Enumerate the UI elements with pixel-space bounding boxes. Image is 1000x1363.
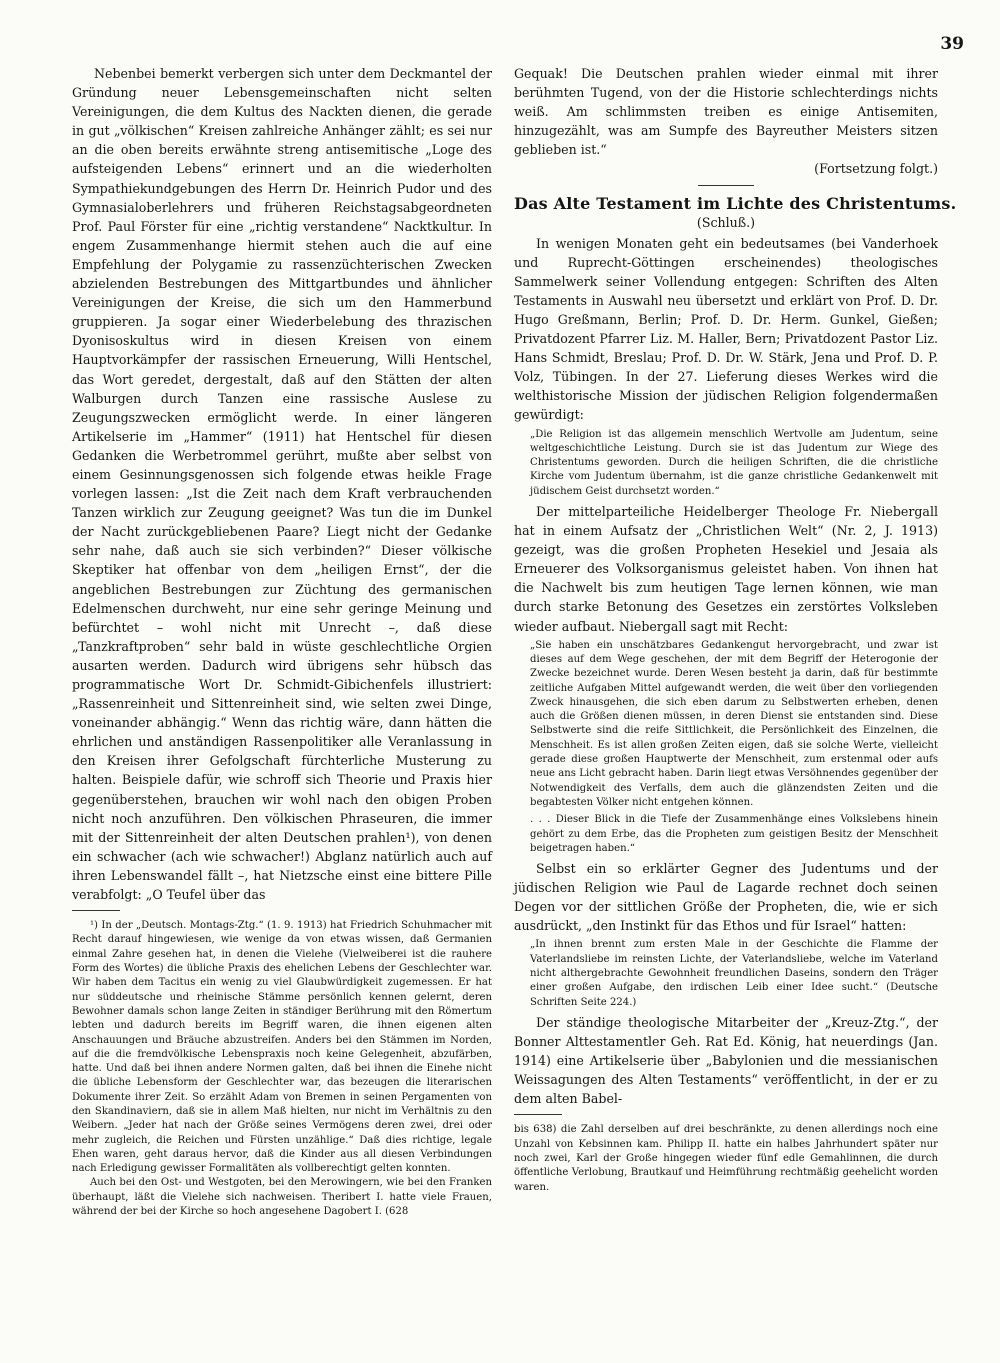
body-paragraph: Nebenbei bemerkt verbergen sich unter dem Deckmantel der Gründung neuer Lebensgemeinschaften nicht selten Vereinigungen, die dem Kultus des Nackten dienen, die gerade in gut „völkischen“ Kreisen zahlreiche Anhänger zählt; es sei nur an die oben bereits erwähnte streng antisemitische „Loge des aufsteigenden Lebens“ erinnert und an die wiederholten Sympathiekundgebungen des Herrn Dr. Heinrich Pudor und des Gymnasialoberlehrers und früheren Reichstagsabgeordneten Prof. Paul Förster für eine „richtig verstandene“ Nacktkultur. In engem Zusammenhange hiermit stehen auch die auf eine Empfehlung der Polygamie zu rassenzüchterischen Zwecken abzielenden Bestrebungen des Mittgartbundes und ähnlicher Vereinigungen der Kreise, die sich um den Hammerbund gruppieren. Ja sogar einer Wiederbelebung des thrazischen Dyonisoskultus wird in diesen Kreisen von einem Hauptvorkämpfer der rassischen Erneuerung, Willi Hentschel, das Wort geredet, dergestalt, daß auf den Stätten der alten Walburgen durch Tanzen eine rassische Auslese zu Zeugungszwecken ermöglicht werde. In einer längeren Artikelserie im „Hammer“ (1911) hat Hentschel für diesen Gedanken die Werbetrommel gerührt, mußte aber selbst von einem Gesinnungsgenossen sich folgende etwas heikle Frage vorlegen lassen: „Ist die Zeit nach dem Kraft verbrauchenden Tanzen wirklich zur Zeugung geeignet? Was tun die im Dunkel der Nacht zurückgebliebenen Paare? Liegt nicht der Gedanke sehr nahe, daß auch sie sich verbinden?“ Dieser völkische Skeptiker hat offenbar von dem „heiligen Ernst“, der die angeblichen Bestrebungen zur Züchtung des germanischen Edelmenschen durchweht, nur eine sehr geringe Meinung und befürchtet – wohl nicht mit Unrecht –, daß diese „Tanzkraftproben“ sehr bald in wüste geschlechtliche Orgien ausarten werden. Dadurch wird übrigens sehr hübsch das programmatische Wort Dr. Schmidt-Gibichenfels illustriert: „Rassenreinheit und Sittenreinheit sind, wie selten zwei Dinge, voneinander abhängig.“ Wenn das richtig wäre, dann hätten die ehrlichen und anständigen Rassenpolitiker alle Veranlassung in den Kreisen ihrer Gefolgschaft fürchterliche Musterung zu halten. Beispiele dafür, wie schroff sich Theorie und Praxis hier gegenüberstehen, brauchen wir wohl nach den obigen Proben nicht noch anzuführen. Den völkischen Phraseuren, die immer mit der Sittenreinheit der alten Deutschen prahlen¹), von denen ein schwacher (ach wie schwacher!) Abglanz natürlich auch auf ihren Lebenswandel fällt –, hat Nietzsche einst eine bittere Pille verabfolgt: „O Teufel über das — [72, 66, 492, 903]
article-title: Das Alte Testament im Lichte des Christentums. — [514, 193, 957, 213]
right-column — [514, 64, 957, 1195]
block-quote: „Sie haben ein unschätzbares Gedankengut hervorgebracht, und zwar ist dieses auf dem Wege geschehen, der mit dem Begriff der Heterogonie der Zwecke bezeichnet wurde. Deren Wesen besteht ja darin, daß für bestimmte zeitliche Aufgaben Mittel aufgewandt werden, die weit über den vorliegenden Zweck hinausgehen, die sich eben darum zu Selbstwerten erheben, denen auch die Größen dienen müssen, in deren Dienst sie entstanden sind. Diese Selbstwerte sind die reife Sittlichkeit, die Persönlichkeit des Einzelnen, die Menschheit. Es ist allen großen Zeiten eigen, daß sie solche Werte, vielleicht gerade diese großen Hauptwerte der Menschheit, zum erstenmal oder aufs neue ans Licht gebracht haben. Darin liegt etwas Versöhnendes gegenüber der Notwendigkeit des Verfalls, dem auch die glänzendsten Zeiten und die begabtesten Völker nicht entgehen können. — [530, 639, 938, 808]
footnote-paragraph: bis 638) die Zahl derselben auf drei beschränkte, zu denen allerdings noch eine Unzahl von Kebsinnen kam. Philipp II. hatte ein halbes Jahrhundert später nur noch zwei, Karl der Große hingegen wieder fünf edle Gemahlinnen, die durch öffentliche Verlobung, Brautkauf und Heimführung rechtmäßig geehelicht worden waren. — [514, 1124, 938, 1193]
footnote-separator — [514, 1114, 562, 1115]
body-paragraph: Der ständige theologische Mitarbeiter der „Kreuz-Ztg.“, der Bonner Alttestamentler Geh. Rat Ed. König, hat neuerdings (Jan. 1914) eine Artikelserie über „Babylonien und die messianischen Weissagungen des Alten Testaments“ veröffentlicht, in der er zu dem alten Babel- — [514, 1014, 938, 1107]
footnote — [72, 919, 492, 1219]
page-number: 39 — [940, 34, 964, 54]
body-paragraph: Der mittelparteiliche Heidelberger Theologe Fr. Niebergall hat in einem Aufsatz der „Christlichen Welt“ (Nr. 2, J. 1913) gezeigt, was die großen Propheten Hesekiel und Jesaia als Erneuerer des Volksorganismus geleistet haben. Von ihnen hat die Nachwelt bis zum heutigen Tage lernen können, wie man durch starke Betonung des Gesetzes ein zerstörtes Volksleben wieder aufbaut. Niebergall sagt mit Recht: — [514, 503, 938, 634]
footnote-separator — [72, 910, 120, 911]
article-subtitle: (Schluß.) — [696, 214, 756, 230]
body-paragraph: Gequak! Die Deutschen prahlen wieder einmal mit ihrer berühmten Tugend, von der die Historie schlechterdings nichts weiß. Am schlimmsten treiben es einige Antisemiten, hinzugezählt, was am Sumpfe des Bayreuther Meisters sitzen geblieben ist.“ — [514, 66, 938, 158]
body-paragraph: Selbst ein so erklärter Gegner des Judentums und der jüdischen Religion wie Paul de Lagarde rechnet doch seinen Degen vor der sittlichen Größe der Propheten, die, wie er sich ausdrückt, „den Instinkt für das Ethos und für Israel“ hatten: — [514, 861, 938, 934]
body-paragraph: In wenigen Monaten geht ein bedeutsames (bei Vanderhoek und Ruprecht-Göttingen erscheinendes) theologisches Sammelwerk seiner Vollendung entgegen: Schriften des Alten Testaments in Auswahl neu übersetzt und erklärt von Prof. D. Dr. Hugo Greßmann, Berlin; Prof. D. Dr. Herm. Gunkel, Gießen; Privatdozent Pfarrer Liz. M. Haller, Bern; Privatdozent Pastor Liz. Hans Schmidt, Breslau; Prof. D. Dr. W. Stärk, Jena und Prof. D. P. Volz, Tübingen. In der 27. Lieferung dieses Werkes wird die welthistorische Mission der jüdischen Religion folgendermaßen gewürdigt: — [514, 235, 938, 423]
block-quote: „Die Religion ist das allgemein menschlich Wertvolle am Judentum, seine weltgeschichtliche Leistung. Durch sie ist das Judentum zur Wiege des Christentums geworden. Durch die heiligen Schriften, die die christliche Kirche vom Judentum übernahm, ist die ganze christliche Gedankenwelt mit jüdischem Geist durchsetzt worden.“ — [530, 428, 938, 497]
left-column — [72, 64, 492, 1219]
footnote-paragraph: ¹) In der „Deutsch. Montags-Ztg.“ (1. 9. 1913) hat Friedrich Schuhmacher mit Recht darauf hingewiesen, wie wenige da von etwas wissen, daß Germanien einmal Zahre gesehen hat, in denen die Vielehe (Vielweiberei ist die rauhere Form des Wortes) die übliche Praxis des ehelichen Lebens der Geschlechter war. Wir haben dem Tacitus ein wenig zu viel Glaubwürdigkeit zugemessen. Er hat nur süddeutsche und rheinische Stämme persönlich kennen gelernt, deren Bewohner damals schon lange Zeiten in ständiger Berührung mit den Römertum lebten und dadurch bereits im Begriff waren, die ihnen eigenen alten Anschauungen und Bräuche abzustreifen. Anders bei den Stämmen im Norden, auf die die fremdvölkische Lebenspraxis noch keine Gelegenheit, abzufärben, hatte. Und daß bei ihnen andere Normen galten, daß bei ihnen die Einehe nicht die übliche Lebensform der Geschlechter war, das bezeugen die literarischen Dokumente ihrer Zeit. So erzählt Adam von Bremen in seinen Pergamenten von den Skandinaviern, daß sie in allem Maß hielten, nur nicht im Verhältnis zu den Weibern. „Jeder hat nach der Größe seines Vermögens deren zwei, drei oder mehr zugleich, die Reichen und Fürsten unzählige.“ Daß dies richtige, legale Ehen waren, geht daraus hervor, daß die Kinder aus all diesen Verbindungen nach Erledigung gewisser Formalitäten als vollberechtigt gelten konnten. — [72, 920, 492, 1175]
footnote-paragraph: Auch bei den Ost- und Westgoten, bei den Merowingern, wie bei den Franken überhaupt, läßt die Vielehe sich nachweisen. Theribert I. hatte viele Frauen, während der bei der Kirche so hoch angesehene Dagobert I. (628 — [72, 1177, 492, 1218]
block-quote: „In ihnen brennt zum ersten Male in der Geschichte die Flamme der Vaterlandsliebe im reinsten Lichte, der Vaterlandsliebe, welche im Vaterland nicht althergebrachte Gewohnheit freundlichen Daseins, sondern den Träger einer großen Aufgabe, den irdischen Leib einer Idee sucht.“ (Deutsche Schriften Seite 224.) — [530, 939, 938, 1008]
continuation-note: (Fortsetzung folgt.) — [814, 161, 938, 177]
section-separator — [698, 185, 754, 186]
block-quote: . . . Dieser Blick in die Tiefe der Zusammenhänge eines Volkslebens hinein gehört zu dem Erbe, das die Propheten zum geistigen Besitz der Menschheit beigetragen haben.“ — [530, 814, 938, 854]
